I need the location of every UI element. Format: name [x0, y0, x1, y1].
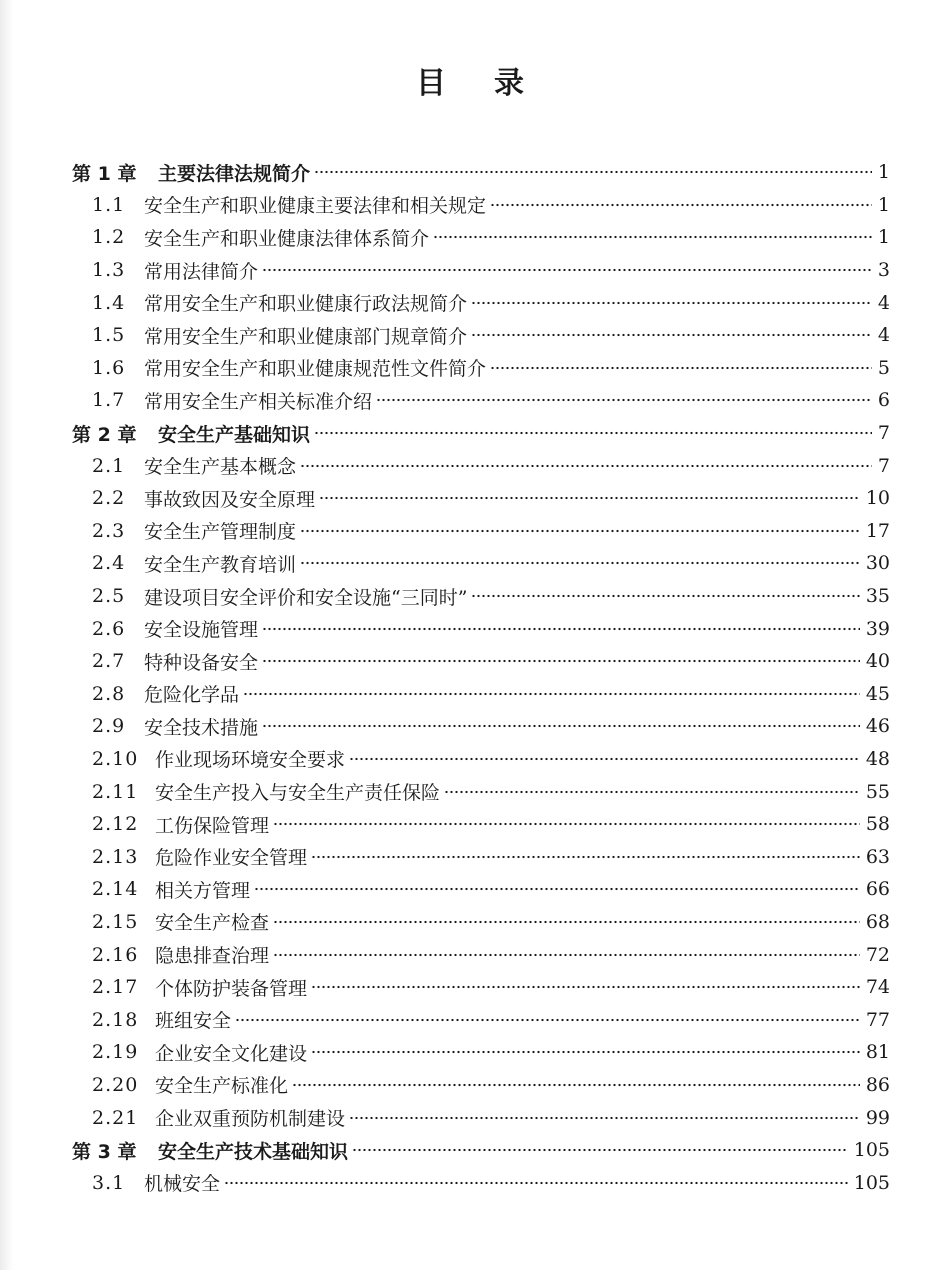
toc-entry-number: 2.1 [92, 454, 126, 477]
toc-section-row[interactable] [0, 254, 940, 287]
dot-leader [433, 235, 872, 239]
toc-page-number: 86 [865, 1073, 890, 1096]
toc-section-row[interactable] [0, 808, 940, 841]
toc-entry-number: 1.3 [92, 259, 126, 282]
toc-entry-number: 2.6 [92, 617, 126, 640]
toc-page-number: 58 [865, 813, 890, 836]
dot-leader [314, 170, 872, 174]
toc-chapter-row[interactable] [0, 1134, 940, 1167]
dot-leader [273, 822, 860, 826]
toc-section-row[interactable] [0, 286, 940, 319]
toc-entry-title: 事故致因及安全原理 [144, 488, 316, 511]
toc-entry-number: 2.7 [92, 650, 126, 673]
toc-section-row[interactable] [0, 482, 940, 515]
toc-entry-title: 常用安全生产相关标准介绍 [144, 390, 373, 413]
toc-entry-number: 2.12 [92, 813, 139, 836]
toc-entry-title: 安全生产检查 [155, 912, 270, 935]
toc-section-row[interactable] [0, 547, 940, 580]
toc-entry-title: 危险化学品 [144, 684, 240, 707]
toc-entry-number: 第 3 章 [72, 1140, 137, 1163]
toc-entry-title: 常用安全生产和职业健康规范性文件简介 [144, 358, 487, 381]
page-title [0, 58, 940, 102]
toc-section-row[interactable] [0, 840, 940, 873]
toc-entry-number: 2.19 [92, 1041, 139, 1064]
dot-leader [319, 496, 860, 500]
toc-section-row[interactable] [0, 775, 940, 808]
toc-entry-title: 企业双重预防机制建设 [155, 1108, 346, 1131]
toc-entry-number: 1.7 [92, 389, 126, 412]
toc-entry-title: 机械安全 [144, 1173, 221, 1196]
toc-entry-number: 2.15 [92, 910, 139, 933]
toc-entry-number: 第 2 章 [72, 423, 137, 446]
dot-leader [349, 757, 860, 761]
toc-page-number: 55 [865, 780, 890, 803]
toc-section-row[interactable] [0, 1166, 940, 1199]
toc-entry-title: 主要法律法规简介 [158, 162, 311, 185]
dot-leader [262, 659, 860, 663]
toc-section-row[interactable] [0, 1003, 940, 1036]
toc-page-number: 40 [865, 650, 890, 673]
toc-page-number: 1 [877, 161, 890, 184]
toc-entry-title: 安全生产技术基础知识 [158, 1140, 349, 1163]
toc-entry-title: 安全生产管理制度 [144, 521, 297, 544]
toc-entry-title: 企业安全文化建设 [155, 1042, 308, 1065]
toc-page-number: 5 [877, 356, 890, 379]
dot-leader [490, 366, 872, 370]
toc-page-number: 4 [877, 324, 890, 347]
toc-section-row[interactable] [0, 352, 940, 385]
dot-leader [311, 855, 860, 859]
toc-entry-number: 1.2 [92, 226, 126, 249]
dot-leader [376, 398, 872, 402]
toc-entry-number: 2.16 [92, 943, 139, 966]
dot-leader [262, 268, 872, 272]
toc-section-row[interactable] [0, 580, 940, 613]
toc-entry-title: 个体防护装备管理 [155, 977, 308, 1000]
toc-section-row[interactable] [0, 515, 940, 548]
toc-section-row[interactable] [0, 645, 940, 678]
dot-leader [314, 431, 872, 435]
toc-entry-number: 第 1 章 [72, 162, 137, 185]
toc-page-number: 105 [853, 1139, 890, 1162]
toc-entry-number: 2.17 [92, 976, 139, 999]
toc-section-row[interactable] [0, 1101, 940, 1134]
dot-leader [311, 985, 860, 989]
toc-entry-title: 安全生产和职业健康法律体系简介 [144, 227, 430, 250]
title-char-1: 目 [416, 66, 446, 101]
toc-page-number: 39 [865, 617, 890, 640]
toc-entry-number: 2.9 [92, 715, 126, 738]
toc-entry-number: 2.5 [92, 585, 126, 608]
toc-page-number: 10 [865, 487, 890, 510]
toc-page-number: 1 [877, 193, 890, 216]
toc-page-number: 81 [865, 1041, 890, 1064]
dot-leader [300, 464, 872, 468]
toc-entry-number: 3.1 [92, 1171, 126, 1194]
toc-entry-number: 1.6 [92, 356, 126, 379]
dot-leader [471, 301, 872, 305]
toc-page-number: 17 [865, 519, 890, 542]
dot-leader [471, 594, 859, 598]
dot-leader [262, 724, 860, 728]
toc-entry-number: 1.1 [92, 193, 126, 216]
toc-entry-title: 常用安全生产和职业健康部门规章简介 [144, 325, 468, 348]
toc-page-number: 7 [877, 454, 890, 477]
dot-leader [273, 920, 860, 924]
dot-leader [300, 529, 860, 533]
toc-section-row[interactable] [0, 449, 940, 482]
toc-section-row[interactable] [0, 612, 940, 645]
toc-page-number: 99 [865, 1106, 890, 1129]
table-of-contents [0, 156, 940, 1199]
toc-section-row[interactable] [0, 906, 940, 939]
toc-entry-title: 相关方管理 [155, 879, 251, 902]
dot-leader [444, 790, 860, 794]
toc-section-row[interactable] [0, 1069, 940, 1102]
toc-page-number: 30 [865, 552, 890, 575]
toc-section-row[interactable] [0, 873, 940, 906]
toc-entry-title: 建设项目安全评价和安全设施“三同时” [144, 586, 468, 609]
toc-page-number: 48 [865, 747, 890, 770]
toc-section-row[interactable] [0, 678, 940, 711]
toc-entry-number: 2.13 [92, 845, 139, 868]
toc-page-number: 3 [877, 259, 890, 282]
dot-leader [471, 333, 872, 337]
toc-page-number: 46 [865, 715, 890, 738]
dot-leader [224, 1181, 848, 1185]
toc-page-number: 4 [877, 291, 890, 314]
toc-entry-title: 危险作业安全管理 [155, 847, 308, 870]
toc-entry-number: 2.2 [92, 487, 126, 510]
toc-section-row[interactable] [0, 743, 940, 776]
toc-entry-title: 安全设施管理 [144, 619, 259, 642]
dot-leader [273, 953, 860, 957]
dot-leader [243, 692, 860, 696]
toc-entry-number: 1.5 [92, 324, 126, 347]
toc-section-row[interactable] [0, 319, 940, 352]
dot-leader [300, 561, 860, 565]
toc-page-number: 45 [865, 682, 890, 705]
toc-entry-number: 2.18 [92, 1008, 139, 1031]
toc-section-row[interactable] [0, 710, 940, 743]
toc-section-row[interactable] [0, 938, 940, 971]
toc-entry-number: 2.4 [92, 552, 126, 575]
toc-entry-title: 作业现场环境安全要求 [155, 749, 346, 772]
toc-section-row[interactable] [0, 189, 940, 222]
dot-leader [311, 1050, 860, 1054]
toc-entry-title: 工伤保险管理 [155, 814, 270, 837]
toc-chapter-row[interactable] [0, 417, 940, 450]
toc-page-number: 7 [877, 422, 890, 445]
dot-leader [235, 1018, 860, 1022]
toc-entry-number: 2.8 [92, 682, 126, 705]
toc-page-number: 77 [865, 1008, 890, 1031]
toc-page-number: 66 [865, 878, 890, 901]
toc-page-number: 72 [865, 943, 890, 966]
toc-entry-number: 2.3 [92, 519, 126, 542]
dot-leader [490, 203, 872, 207]
toc-section-row[interactable] [0, 971, 940, 1004]
toc-entry-title: 常用法律简介 [144, 260, 259, 283]
toc-page-number: 68 [865, 910, 890, 933]
toc-entry-title: 安全生产投入与安全生产责任保险 [155, 782, 441, 805]
toc-entry-number: 2.14 [92, 878, 139, 901]
dot-leader [262, 627, 860, 631]
toc-entry-title: 安全生产和职业健康主要法律和相关规定 [144, 195, 487, 218]
toc-entry-title: 班组安全 [155, 1010, 232, 1033]
toc-entry-number: 2.20 [92, 1073, 139, 1096]
toc-entry-number: 2.10 [92, 747, 139, 770]
title-char-2: 录 [494, 66, 524, 101]
dot-leader [254, 887, 860, 891]
toc-page-number: 74 [865, 976, 890, 999]
toc-entry-number: 1.4 [92, 291, 126, 314]
toc-entry-title: 安全生产标准化 [155, 1075, 289, 1098]
toc-entry-title: 安全生产基本概念 [144, 456, 297, 479]
toc-chapter-row[interactable] [0, 156, 940, 189]
toc-entry-title: 常用安全生产和职业健康行政法规简介 [144, 293, 468, 316]
toc-section-row[interactable] [0, 1036, 940, 1069]
dot-leader [352, 1148, 848, 1152]
toc-page-number: 35 [865, 585, 890, 608]
toc-entry-number: 2.21 [92, 1106, 139, 1129]
toc-entry-title: 安全生产基础知识 [158, 423, 311, 446]
toc-entry-title: 安全生产教育培训 [144, 553, 297, 576]
toc-entry-number: 2.11 [92, 780, 139, 803]
toc-section-row[interactable] [0, 384, 940, 417]
toc-entry-title: 安全技术措施 [144, 716, 259, 739]
dot-leader [349, 1116, 860, 1120]
toc-entry-title: 特种设备安全 [144, 651, 259, 674]
toc-page-number: 63 [865, 845, 890, 868]
toc-section-row[interactable] [0, 221, 940, 254]
toc-page-number: 1 [877, 226, 890, 249]
dot-leader [292, 1083, 860, 1087]
toc-entry-title: 隐患排查治理 [155, 945, 270, 968]
toc-page-number: 105 [853, 1171, 890, 1194]
toc-page-number: 6 [877, 389, 890, 412]
